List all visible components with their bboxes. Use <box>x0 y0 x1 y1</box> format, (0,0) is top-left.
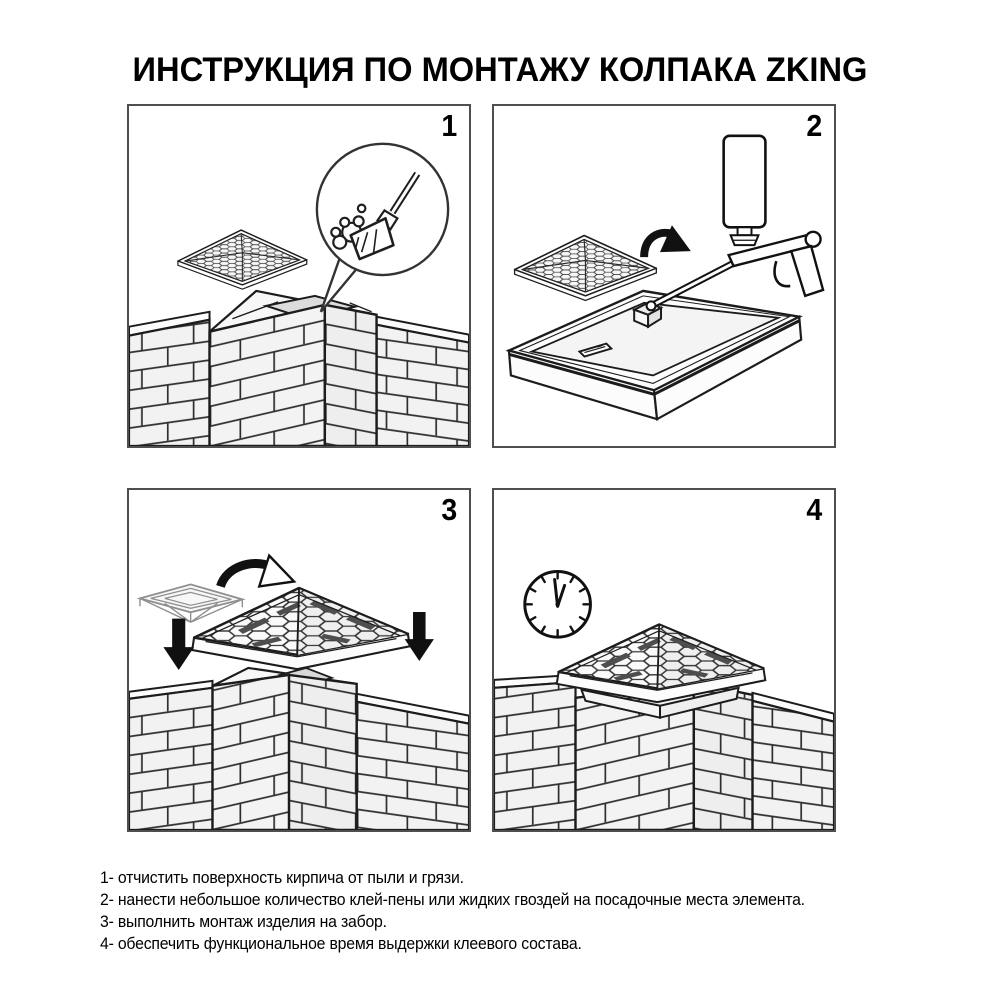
brick-wall-right <box>752 693 834 830</box>
clock-icon <box>525 572 591 638</box>
step-number-2: 2 <box>806 108 822 143</box>
brick-wall-left <box>129 681 213 830</box>
gun-nozzle <box>647 301 656 310</box>
brick-wall-left <box>129 312 210 446</box>
brick-pillar <box>213 668 357 830</box>
instruction-list <box>100 867 934 955</box>
panel-step-1 <box>127 104 471 448</box>
flip-arrow-icon <box>220 556 294 587</box>
flip-arrow-icon <box>644 225 691 257</box>
cap-upside-down <box>140 584 242 622</box>
cap-element <box>178 230 307 289</box>
step-number-1: 1 <box>441 108 457 143</box>
foam-canister <box>724 136 766 227</box>
gun-handle <box>791 246 823 296</box>
instruction-line-3: 3- выполнить монтаж изделия на забор. <box>100 913 387 931</box>
cap-element <box>515 236 657 301</box>
illustration-mount-cap <box>129 490 469 830</box>
brick-wall-right <box>357 694 469 830</box>
panel-step-2 <box>492 104 836 448</box>
step-number-4: 4 <box>806 492 822 527</box>
gun-trigger <box>775 261 791 286</box>
illustration-apply-adhesive <box>494 106 834 446</box>
page-title: ИНСТРУКЦИЯ ПО МОНТАЖУ КОЛПАКА ZKING <box>132 50 868 89</box>
foam-gun <box>647 136 823 310</box>
illustration-clean-surface <box>129 106 469 446</box>
instruction-line-4: 4- обеспечить функциональное время выдержки клеевого состава. <box>100 935 582 953</box>
brick-wall-right <box>377 317 469 446</box>
brick-pillar <box>210 291 377 446</box>
illustration-curing-time <box>494 490 834 830</box>
panel-step-4 <box>492 488 836 832</box>
cap-underside-tray <box>509 291 801 419</box>
instruction-line-1: 1- отчистить поверхность кирпича от пыли и грязи. <box>100 869 464 887</box>
instruction-line-2: 2- нанести небольшое количество клей-пены или жидких гвоздей на посадочные места элемента. <box>100 891 805 909</box>
step-number-3: 3 <box>441 492 457 527</box>
brick-wall-left <box>494 675 576 830</box>
down-arrow-icon <box>163 619 194 670</box>
panel-step-3 <box>127 488 471 832</box>
